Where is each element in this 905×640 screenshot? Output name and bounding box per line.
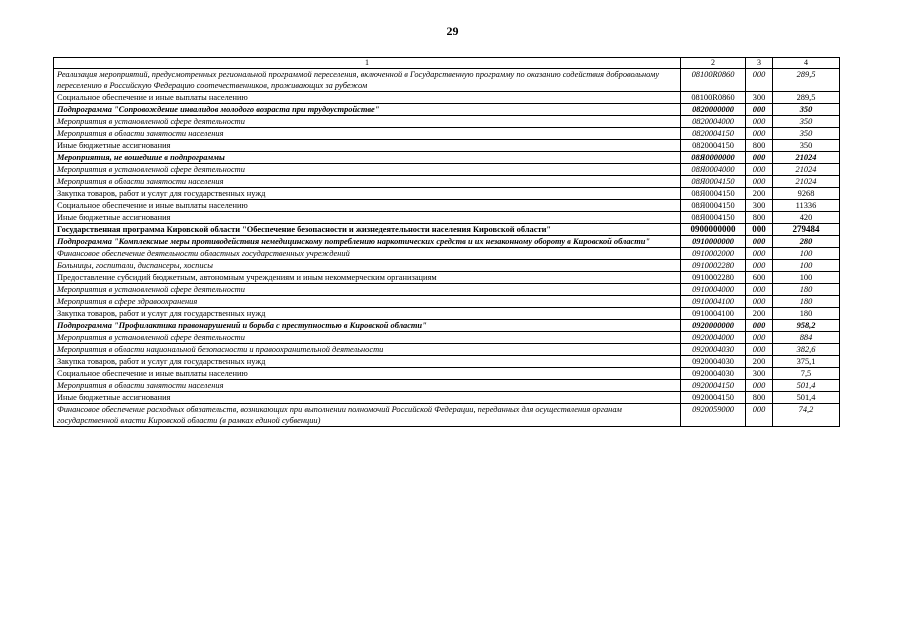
row-code-cell: 08Я0004150 <box>681 176 746 188</box>
row-name-cell: Мероприятия в установленной сфере деятельности <box>54 332 681 344</box>
row-name-cell: Мероприятия, не вошедшие в подпрограммы <box>54 152 681 164</box>
row-sum-cell: 279484 <box>773 224 840 236</box>
row-sum-cell: 21024 <box>773 176 840 188</box>
row-code-cell: 0920000000 <box>681 320 746 332</box>
row-type-cell: 300 <box>746 200 773 212</box>
row-name-cell: Мероприятия в области занятости населения <box>54 176 681 188</box>
row-type-cell: 000 <box>746 296 773 308</box>
table-row <box>54 140 840 152</box>
row-sum-cell: 350 <box>773 128 840 140</box>
row-sum-cell: 100 <box>773 272 840 284</box>
table-row <box>54 308 840 320</box>
row-type-cell: 000 <box>746 380 773 392</box>
table-row <box>54 212 840 224</box>
row-code-cell: 0920004000 <box>681 332 746 344</box>
row-type-cell: 300 <box>746 368 773 380</box>
row-name-cell: Финансовое обеспечение расходных обязательств, возникающих при выполнении полномочий Российской Федерации, переданных для осуществления органам государственной власти Кировской области (в рамках единой субвенции) <box>54 404 681 427</box>
row-sum-cell: 7,5 <box>773 368 840 380</box>
row-type-cell: 000 <box>746 332 773 344</box>
table-row <box>54 236 840 248</box>
table-row <box>54 272 840 284</box>
row-sum-cell: 100 <box>773 248 840 260</box>
row-code-cell: 0910004100 <box>681 308 746 320</box>
row-name-cell: Иные бюджетные ассигнования <box>54 392 681 404</box>
row-type-cell: 600 <box>746 272 773 284</box>
row-type-cell: 800 <box>746 140 773 152</box>
row-type-cell: 800 <box>746 212 773 224</box>
row-type-cell: 000 <box>746 248 773 260</box>
row-code-cell: 0920004150 <box>681 392 746 404</box>
row-code-cell: 08Я0004000 <box>681 164 746 176</box>
row-type-cell: 000 <box>746 128 773 140</box>
row-name-cell: Закупка товаров, работ и услуг для государственных нужд <box>54 308 681 320</box>
row-name-cell: Мероприятия в установленной сфере деятельности <box>54 164 681 176</box>
table-row <box>54 224 840 236</box>
row-name-cell: Социальное обеспечение и иные выплаты населению <box>54 200 681 212</box>
row-name-cell: Мероприятия в установленной сфере деятельности <box>54 284 681 296</box>
row-name-cell: Реализация мероприятий, предусмотренных региональной программой переселения, включенной в Государственную программу по оказанию содействия добровольному переселению в Российскую Федерацию соотечественников, проживающих за рубежом <box>54 69 681 92</box>
table-row <box>54 248 840 260</box>
row-sum-cell: 382,6 <box>773 344 840 356</box>
row-sum-cell: 21024 <box>773 152 840 164</box>
row-sum-cell: 420 <box>773 212 840 224</box>
row-code-cell: 0820004150 <box>681 128 746 140</box>
table-row <box>54 128 840 140</box>
row-name-cell: Закупка товаров, работ и услуг для государственных нужд <box>54 188 681 200</box>
table-row <box>54 152 840 164</box>
row-code-cell: 0910004000 <box>681 284 746 296</box>
row-sum-cell: 11336 <box>773 200 840 212</box>
row-name-cell: Иные бюджетные ассигнования <box>54 212 681 224</box>
row-type-cell: 000 <box>746 104 773 116</box>
row-name-cell: Мероприятия в области занятости населения <box>54 380 681 392</box>
row-sum-cell: 21024 <box>773 164 840 176</box>
row-sum-cell: 74,2 <box>773 404 840 427</box>
row-code-cell: 0910002280 <box>681 260 746 272</box>
row-type-cell: 000 <box>746 284 773 296</box>
row-type-cell: 000 <box>746 404 773 427</box>
table-row <box>54 69 840 92</box>
column-header-sum: 4 <box>773 58 840 69</box>
table-row <box>54 320 840 332</box>
row-sum-cell: 289,5 <box>773 92 840 104</box>
table-row <box>54 356 840 368</box>
row-code-cell: 08Я0004150 <box>681 212 746 224</box>
row-name-cell: Государственная программа Кировской области "Обеспечение безопасности и жизнедеятельности населения Кировской области" <box>54 224 681 236</box>
row-sum-cell: 884 <box>773 332 840 344</box>
row-sum-cell: 958,2 <box>773 320 840 332</box>
column-header-name: 1 <box>54 58 681 69</box>
table-row <box>54 284 840 296</box>
page-number: 29 <box>446 24 459 38</box>
row-sum-cell: 280 <box>773 236 840 248</box>
row-code-cell: 0920004030 <box>681 344 746 356</box>
row-sum-cell: 375,1 <box>773 356 840 368</box>
row-name-cell: Финансовое обеспечение деятельности областных государственных учреждений <box>54 248 681 260</box>
row-code-cell: 0920004030 <box>681 356 746 368</box>
row-code-cell: 0820004000 <box>681 116 746 128</box>
table-row <box>54 380 840 392</box>
table-header-row <box>54 58 840 69</box>
row-type-cell: 000 <box>746 164 773 176</box>
row-type-cell: 200 <box>746 188 773 200</box>
row-type-cell: 000 <box>746 224 773 236</box>
column-header-type: 3 <box>746 58 773 69</box>
row-code-cell: 0920004030 <box>681 368 746 380</box>
row-type-cell: 300 <box>746 92 773 104</box>
row-name-cell: Мероприятия в области национальной безопасности и правоохранительной деятельности <box>54 344 681 356</box>
table-row <box>54 404 840 427</box>
row-sum-cell: 180 <box>773 296 840 308</box>
table-row <box>54 392 840 404</box>
row-name-cell: Больницы, госпитали, диспансеры, хосписы <box>54 260 681 272</box>
row-code-cell: 0820004150 <box>681 140 746 152</box>
row-type-cell: 000 <box>746 176 773 188</box>
row-name-cell: Мероприятия в установленной сфере деятельности <box>54 116 681 128</box>
table-row <box>54 368 840 380</box>
row-code-cell: 0910004100 <box>681 296 746 308</box>
row-code-cell: 08Я0000000 <box>681 152 746 164</box>
table-body <box>54 69 840 427</box>
row-sum-cell: 289,5 <box>773 69 840 92</box>
budget-table <box>53 57 840 427</box>
row-code-cell: 08100R0860 <box>681 69 746 92</box>
row-type-cell: 000 <box>746 260 773 272</box>
column-header-code: 2 <box>681 58 746 69</box>
row-code-cell: 0920059000 <box>681 404 746 427</box>
row-name-cell: Мероприятия в области занятости населения <box>54 128 681 140</box>
row-type-cell: 800 <box>746 392 773 404</box>
table-row <box>54 344 840 356</box>
table-row <box>54 296 840 308</box>
table-row <box>54 92 840 104</box>
table-row <box>54 116 840 128</box>
row-type-cell: 000 <box>746 320 773 332</box>
row-type-cell: 000 <box>746 152 773 164</box>
row-type-cell: 000 <box>746 69 773 92</box>
row-name-cell: Иные бюджетные ассигнования <box>54 140 681 152</box>
row-sum-cell: 501,4 <box>773 380 840 392</box>
table-row <box>54 164 840 176</box>
table-row <box>54 200 840 212</box>
row-code-cell: 0910002280 <box>681 272 746 284</box>
table-row <box>54 176 840 188</box>
row-type-cell: 000 <box>746 344 773 356</box>
row-sum-cell: 180 <box>773 284 840 296</box>
row-sum-cell: 350 <box>773 116 840 128</box>
row-sum-cell: 501,4 <box>773 392 840 404</box>
row-code-cell: 08100R0860 <box>681 92 746 104</box>
row-name-cell: Закупка товаров, работ и услуг для государственных нужд <box>54 356 681 368</box>
row-name-cell: Социальное обеспечение и иные выплаты населению <box>54 368 681 380</box>
row-code-cell: 0820000000 <box>681 104 746 116</box>
row-sum-cell: 350 <box>773 104 840 116</box>
row-code-cell: 0910000000 <box>681 236 746 248</box>
row-code-cell: 08Я0004150 <box>681 200 746 212</box>
row-sum-cell: 350 <box>773 140 840 152</box>
row-name-cell: Социальное обеспечение и иные выплаты населению <box>54 92 681 104</box>
row-code-cell: 0910002000 <box>681 248 746 260</box>
table-row <box>54 260 840 272</box>
row-type-cell: 200 <box>746 356 773 368</box>
row-sum-cell: 100 <box>773 260 840 272</box>
row-name-cell: Мероприятия в сфере здравоохранения <box>54 296 681 308</box>
table-row <box>54 188 840 200</box>
table-row <box>54 332 840 344</box>
row-name-cell: Подпрограмма "Профилактика правонарушений и борьба с преступностью в Кировской области" <box>54 320 681 332</box>
row-name-cell: Подпрограмма "Комплексные меры противодействия немедицинскому потреблению наркотических средств и их незаконному обороту в Кировской области" <box>54 236 681 248</box>
row-code-cell: 0920004150 <box>681 380 746 392</box>
row-type-cell: 200 <box>746 308 773 320</box>
row-name-cell: Подпрограмма "Сопровождение инвалидов молодого возраста при трудоустройстве" <box>54 104 681 116</box>
row-type-cell: 000 <box>746 236 773 248</box>
row-code-cell: 08Я0004150 <box>681 188 746 200</box>
row-code-cell: 0900000000 <box>681 224 746 236</box>
row-name-cell: Предоставление субсидий бюджетным, автономным учреждениям и иным некоммерческим организациям <box>54 272 681 284</box>
row-sum-cell: 9268 <box>773 188 840 200</box>
row-sum-cell: 180 <box>773 308 840 320</box>
table-row <box>54 104 840 116</box>
row-type-cell: 000 <box>746 116 773 128</box>
